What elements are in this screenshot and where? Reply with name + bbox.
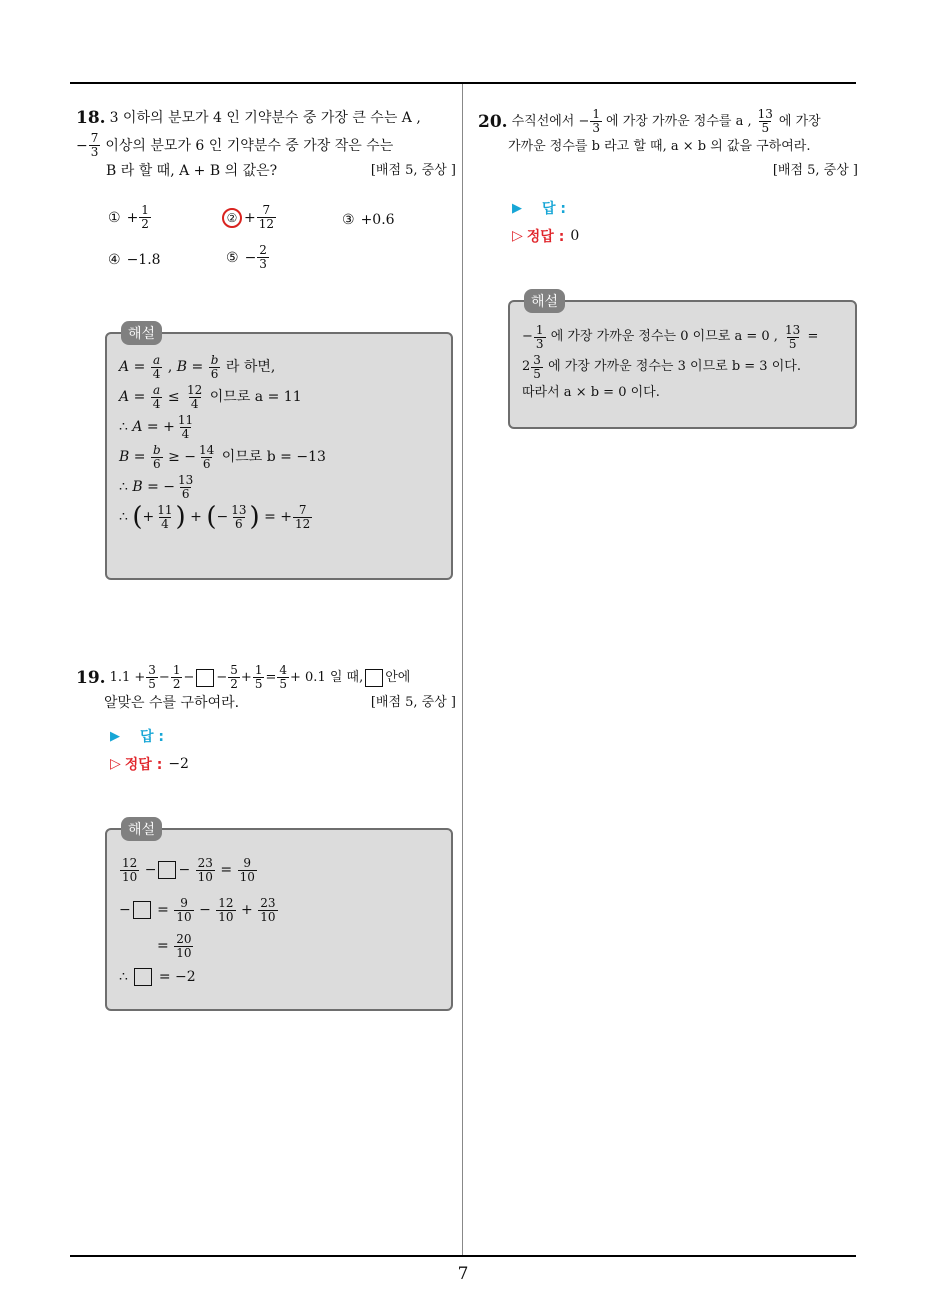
p19-solution-box [105, 822, 453, 1011]
p19-line2-text: 알맞은 수를 구하여라. [104, 695, 240, 711]
p18-choices [108, 204, 458, 284]
p18-solution-body: A = $\frac{a}{4}$ , B = $\frac{b}{6}$ 라 하면, A = $\frac{a}{4}$ ≤ $\frac{12}{4}$ 이므로 a = 11 ∴ A = + $\frac{11}{4}$ B = $\frac{b}{6}$ ≥ − $\frac{14}{6}$ 이므로 b = −13 ∴ B = − $\frac{13}{6}$ ∴ ( + $\frac{11}{4}$ ) + ( − $\frac{13}{6}$ ) = + $\frac{7}{12}$ [119, 352, 326, 532]
score-label: [배점 5, 중상 ] [772, 163, 858, 178]
column-divider [462, 84, 463, 1256]
solution-tag: 해설 [121, 817, 162, 841]
p18-solution-box [105, 326, 453, 580]
triangle-outline-icon: ▷ [512, 228, 523, 244]
page-number: 7 [457, 1264, 469, 1284]
problem-19 [76, 664, 456, 715]
problem-18 [76, 106, 456, 183]
choice-4[interactable]: ④ −1.8 [108, 252, 161, 268]
score-label: [배점 5, 중상 ] [370, 163, 456, 178]
problem-number: 19. [76, 667, 106, 688]
choice-3[interactable]: ③ +0.6 [342, 212, 395, 228]
blank-box [196, 669, 214, 687]
p18-line3-text: B 라 할 때, A + B 의 값은? [106, 163, 278, 179]
p18-line2: − $\frac{7}{3}$ 이상의 분모가 6 인 기약분수 중 가장 작은 수는 [76, 131, 394, 159]
blank-box [365, 669, 383, 687]
p19-correct-line: ▷ 정답 : −2 [110, 756, 189, 773]
p20-line1: 20. 수직선에서 − $\frac{1}{3}$ 에 가장 가까운 정수를 a , $\frac{13}{5}$ 에 가장 [478, 107, 821, 135]
p19-answer-line: ▶ 답 : [110, 728, 164, 745]
problem-number: 20. [478, 111, 508, 132]
play-icon: ▶ [512, 200, 522, 216]
p19-line2 [76, 691, 456, 715]
p18-line1-text: 3 이하의 분모가 4 인 기약분수 중 가장 큰 수는 A , [109, 110, 421, 126]
p20-answer-line: ▶ 답 : [512, 200, 566, 217]
p20-line3 [478, 159, 858, 183]
bottom-rule [70, 1255, 856, 1257]
p20-correct-line: ▷ 정답 : 0 [512, 228, 580, 245]
fraction: $\frac{7}{3}$ [90, 131, 99, 159]
choice-1[interactable]: ① + $\frac{1}{2}$ [108, 203, 149, 231]
selected-answer-mark: ② [222, 208, 242, 228]
p20-solution-body: − $\frac{1}{3}$ 에 가장 가까운 정수는 0 이므로 a = 0 , $\frac{13}{5}$ = 2 $\frac{3}{5}$ 에 가장 가까운 정수는 3 이므로 b = 3 이다. 따라서 a × b = 0 이다. [522, 322, 819, 400]
p18-line2-text: 이상의 분모가 6 인 기약분수 중 가장 작은 수는 [105, 137, 394, 154]
triangle-outline-icon: ▷ [110, 756, 121, 772]
choice-2[interactable]: ② + $\frac{7}{12}$ [222, 204, 277, 231]
p18-line3 [76, 159, 456, 183]
score-label: [배점 5, 중상 ] [370, 695, 456, 710]
solution-tag: 해설 [524, 289, 565, 313]
p19-solution-body: $\frac{12}{10}$ − − $\frac{23}{10}$ = $\frac{9}{10}$ − = $\frac{9}{10}$ − $\frac{12}{10}$ + $\frac{23}{10}$ = $\frac{20}{10}$ ∴ = −2 [119, 855, 276, 985]
top-rule [70, 82, 856, 84]
problem-number: 18. [76, 108, 106, 128]
play-icon: ▶ [110, 728, 120, 744]
choice-5[interactable]: ⑤ − $\frac{2}{3}$ [226, 243, 267, 271]
solution-tag: 해설 [121, 321, 162, 345]
problem-20 [478, 108, 858, 183]
p20-solution-box [508, 294, 857, 429]
p18-line1 [76, 106, 456, 130]
p20-line2: 가까운 정수를 b 라고 할 때, a × b 의 값을 구하여라. [508, 139, 811, 154]
p19-line1: 19. 1.1 + $\frac{3}{5}$ − $\frac{1}{2}$ − − $\frac{5}{2}$ + $\frac{1}{5}$ = $\frac{4}{5}$ + 0.1 일 때, 안에 [76, 663, 411, 691]
